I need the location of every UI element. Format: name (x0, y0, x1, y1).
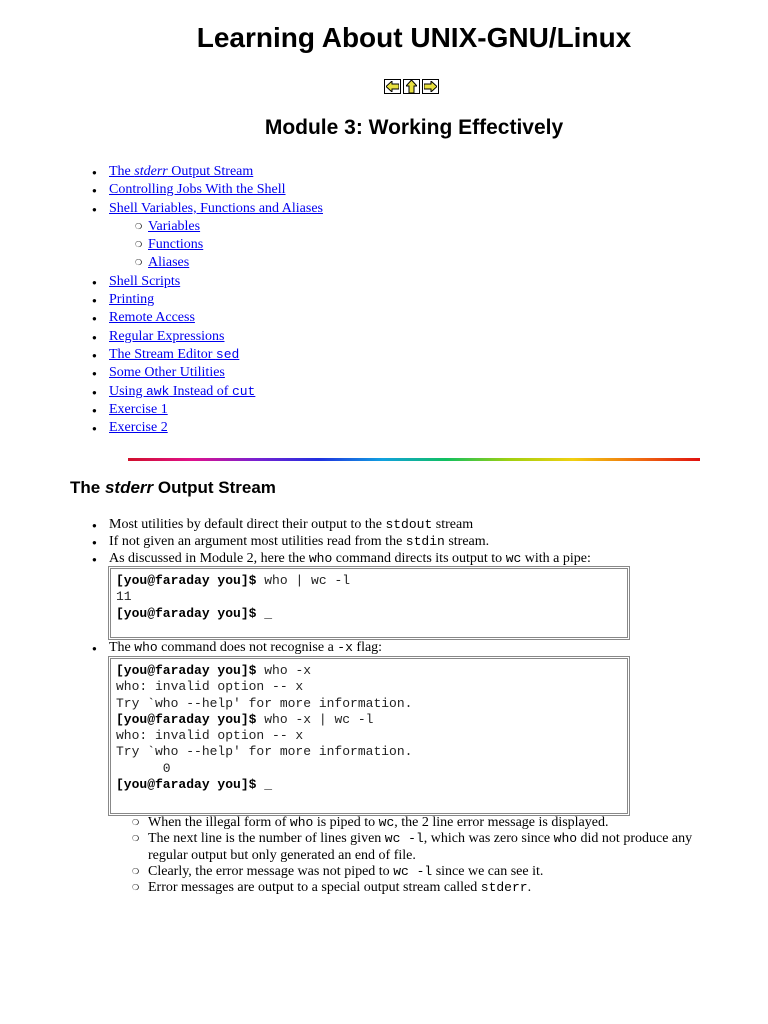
toc-item (92, 163, 323, 181)
list-item: ● Most utilities by default direct their output to the stdout stream (92, 516, 591, 533)
list-item: ● As discussed in Module 2, here the who command directs its output to wc with a pipe: (92, 550, 591, 567)
toc-item (92, 401, 323, 419)
page-title: Learning About UNIX-GNU/Linux (196, 22, 632, 53)
terminal-line: Try `who --help' for more information. (116, 744, 413, 760)
list-item: ❍ The next line is the number of lines given wc -l, which was zero since who did not produce any regular output but only generated an end of file. (132, 831, 732, 864)
toc-link-functions[interactable]: Functions (148, 237, 204, 253)
toc-item (92, 181, 323, 199)
list-item: ● If not given an argument most utilities read from the stdin stream. (92, 533, 591, 550)
toc-item (92, 419, 323, 437)
terminal-line: [you@faraday you]$ who -x | wc -l (116, 711, 374, 727)
toc-link-other-utilities[interactable]: Some Other Utilities (109, 365, 225, 381)
terminal-example-2 (110, 658, 628, 814)
terminal-line: [you@faraday you]$ _ (116, 605, 273, 621)
prev-arrow-icon[interactable] (384, 79, 401, 94)
toc-link-jobs[interactable]: Controlling Jobs With the Shell (109, 182, 286, 198)
section-title: The stderr Output Stream (70, 478, 276, 497)
toc-subitem (92, 218, 323, 236)
toc-subitem (92, 236, 323, 254)
terminal-line: 11 (116, 589, 132, 605)
terminal-line: 0 (116, 760, 171, 776)
terminal-line: who: invalid option -- x (116, 728, 304, 744)
toc-link-sed[interactable]: The Stream Editor sed (109, 346, 240, 362)
toc-item (92, 200, 323, 218)
toc-link-remote-access[interactable]: Remote Access (109, 310, 195, 326)
terminal-line: [you@faraday you]$ _ (116, 777, 273, 793)
toc-link-variables[interactable]: Variables (148, 218, 201, 234)
toc-item (92, 328, 323, 346)
toc-link-printing[interactable]: Printing (109, 292, 155, 308)
toc-subitem (92, 254, 323, 272)
list-item: ● The who command does not recognise a -x flag: (92, 639, 382, 656)
next-arrow-icon[interactable] (422, 79, 439, 94)
terminal-example-1 (110, 568, 628, 638)
toc-item (92, 273, 323, 291)
toc-item (92, 364, 323, 382)
who-flag-bullet (92, 639, 382, 656)
toc-link-awk[interactable]: Using awk Instead of cut (109, 383, 256, 399)
toc-item (92, 291, 323, 309)
rainbow-divider (128, 458, 700, 461)
nav-bar (384, 79, 439, 94)
terminal-line: [you@faraday you]$ who -x (116, 663, 312, 678)
list-item: ❍ Error messages are output to a special output stream called stderr. (132, 880, 732, 896)
toc-link-exercise-1[interactable]: Exercise 1 (109, 401, 168, 417)
module-title: Module 3: Working Effectively (264, 116, 564, 139)
terminal-line: [you@faraday you]$ who | wc -l (116, 573, 351, 588)
toc-item (92, 383, 323, 401)
toc-item (92, 346, 323, 364)
terminal-line: Try `who --help' for more information. (116, 695, 413, 711)
intro-bullets (92, 516, 591, 567)
toc-link-shell-scripts[interactable]: Shell Scripts (109, 273, 181, 289)
table-of-contents (92, 163, 323, 437)
list-item: ❍ Clearly, the error message was not piped to wc -l since we can see it. (132, 864, 732, 880)
toc-item (92, 309, 323, 327)
toc-link-stderr[interactable]: The stderr Output Stream (109, 164, 254, 179)
toc-link-regex[interactable]: Regular Expressions (109, 328, 225, 344)
terminal-line: who: invalid option -- x (116, 679, 304, 695)
toc-link-shell-vars[interactable]: Shell Variables, Functions and Aliases (109, 200, 323, 216)
explanation-bullets (132, 815, 732, 896)
up-arrow-icon[interactable] (403, 79, 420, 94)
toc-link-exercise-2[interactable]: Exercise 2 (109, 420, 168, 436)
toc-link-aliases[interactable]: Aliases (148, 255, 190, 271)
list-item: ❍ When the illegal form of who is piped to wc, the 2 line error message is displayed. (132, 815, 732, 831)
